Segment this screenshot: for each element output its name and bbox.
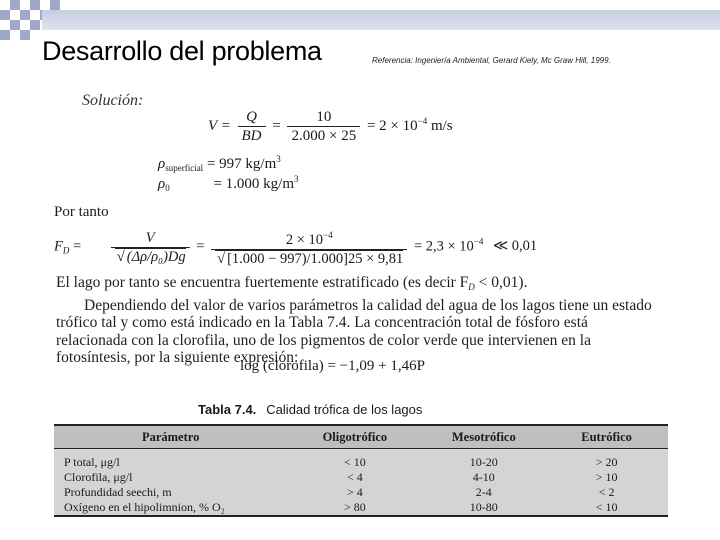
eq-fd-lhs-sub: D: [62, 245, 70, 256]
table-cell: > 80: [287, 500, 422, 516]
table-cell: P total, μg/l: [54, 455, 287, 470]
table-cell: Oxígeno en el hipolimnion, % O₂: [54, 500, 287, 516]
eq-v-f2-num: 10: [287, 108, 360, 127]
table-row: [54, 500, 668, 516]
table-cell: 10-20: [422, 455, 545, 470]
eq-fd-lhs: F: [54, 238, 63, 255]
col-header-eutrophic: Eutrófico: [545, 425, 668, 449]
eq-v-unit: m/s: [430, 117, 453, 134]
table-cell: > 4: [287, 485, 422, 500]
eq-fd-result-tail: ≪ 0,01: [493, 238, 538, 255]
table-row: [54, 455, 668, 470]
equation-chlorophyll: log (clorofila) = −1,09 + 1,46P: [240, 358, 425, 374]
eq-fd-result-exp: −4: [473, 236, 484, 247]
equation-fd: $F_D$ = $\frac{V}{\text{√ (Δρ/ρ₀)Dg}}$ = $\frac{2 \times 10^{-4}}{√ [1.000 - 997)/1.000]25 \times 9,81}$ = $2,3 \times 10^{-4}$ ≪ 0,01: [54, 226, 537, 268]
para1-sub: D: [468, 282, 475, 292]
rho-0-symbol: ρ: [158, 176, 166, 192]
therefore-label: Por tanto: [54, 204, 109, 220]
eq-fd-f2-den: [1.000 − 997)/1.000]25 × 9,81: [227, 251, 404, 267]
table-caption-label: Tabla 7.4.: [198, 402, 257, 417]
decorative-header-bar: [42, 10, 720, 30]
eq-fd-equals-2: =: [196, 238, 205, 255]
eq-v-result: = 2 × 10: [366, 117, 418, 134]
rho-s-exp: 3: [276, 154, 281, 164]
eq-fd-f1-den: (Δρ/ρ₀)Dg: [126, 248, 186, 265]
eq-v-f1-den: BD: [241, 128, 262, 144]
rho-0-exp: 3: [294, 174, 299, 184]
eq-fd-f2-num: 2 × 10: [285, 232, 323, 248]
eq-fd-result: = 2,3 × 10: [413, 238, 474, 255]
equation-rho-zero: [158, 174, 299, 193]
solution-heading: Solución:: [82, 92, 144, 109]
rho-0-value: = 1.000 kg/m: [213, 176, 294, 192]
table-cell: > 20: [545, 455, 668, 470]
scanned-page: [48, 82, 688, 522]
para1-text: El lago por tanto se encuentra fuertemente estratificado (es decir F: [56, 274, 469, 291]
paragraph-trophic: Dependiendo del valor de varios parámetros la calidad del agua de los lagos tiene un estado trófico tal y como está indicado en la Tabla 7.4. La concentración total de fósforo está relacionada con la clorofila, uno de los pigmentos de color verde que intervienen en la fotosíntesis, por la siguiente expresión:: [56, 296, 652, 366]
slide-title: Desarrollo del problema: [42, 36, 322, 66]
table-caption: [198, 402, 422, 417]
eq-fd-f1-num: V: [111, 229, 190, 248]
table-cell: < 10: [545, 500, 668, 516]
table-caption-text: Calidad trófica de los lagos: [266, 402, 423, 417]
table-cell: > 10: [545, 470, 668, 485]
table-cell: 4-10: [422, 470, 545, 485]
eq-v-f2-den: 2.000 × 25: [291, 128, 357, 144]
equation-rho-superficial: [158, 154, 281, 173]
eq-fd-equals-1: =: [72, 238, 82, 255]
col-header-mesotrophic: Mesotrófico: [422, 425, 545, 449]
eq-v-equals: =: [272, 117, 281, 134]
eq-v-lhs: V =: [208, 117, 231, 134]
col-header-parameter: Parámetro: [54, 425, 287, 449]
slide-reference: Referencia: Ingeniería Ambiental, Gerard Kiely, Mc Graw Hill, 1999.: [372, 56, 611, 65]
trophic-quality-table: [54, 424, 668, 517]
col-header-oligotrophic: Oligotrófico: [287, 425, 422, 449]
table-row: [54, 470, 668, 485]
table-cell: 2-4: [422, 485, 545, 500]
eq-fd-f2-num-exp: −4: [323, 230, 333, 240]
rho-s-value: = 997 kg/m: [206, 156, 277, 172]
rho-s-sub: superficial: [165, 163, 204, 173]
eq-v-result-exp: −4: [417, 115, 428, 126]
eq-v-f1-num: Q: [238, 108, 266, 127]
table-row: [54, 485, 668, 500]
table-header-row: [54, 425, 668, 449]
table-cell: 10-80: [422, 500, 545, 516]
equation-velocity: [208, 108, 453, 145]
table-cell: < 10: [287, 455, 422, 470]
body-text: [56, 274, 656, 367]
para1-end: < 0,01).: [478, 274, 528, 291]
table-cell: < 2: [545, 485, 668, 500]
table-cell: Clorofila, μg/l: [54, 470, 287, 485]
rho-s-symbol: ρ: [158, 156, 166, 172]
table-cell: Profundidad seechi, m: [54, 485, 287, 500]
rho-0-sub: 0: [165, 183, 170, 193]
table-cell: < 4: [287, 470, 422, 485]
paragraph-stratified: [56, 274, 656, 297]
